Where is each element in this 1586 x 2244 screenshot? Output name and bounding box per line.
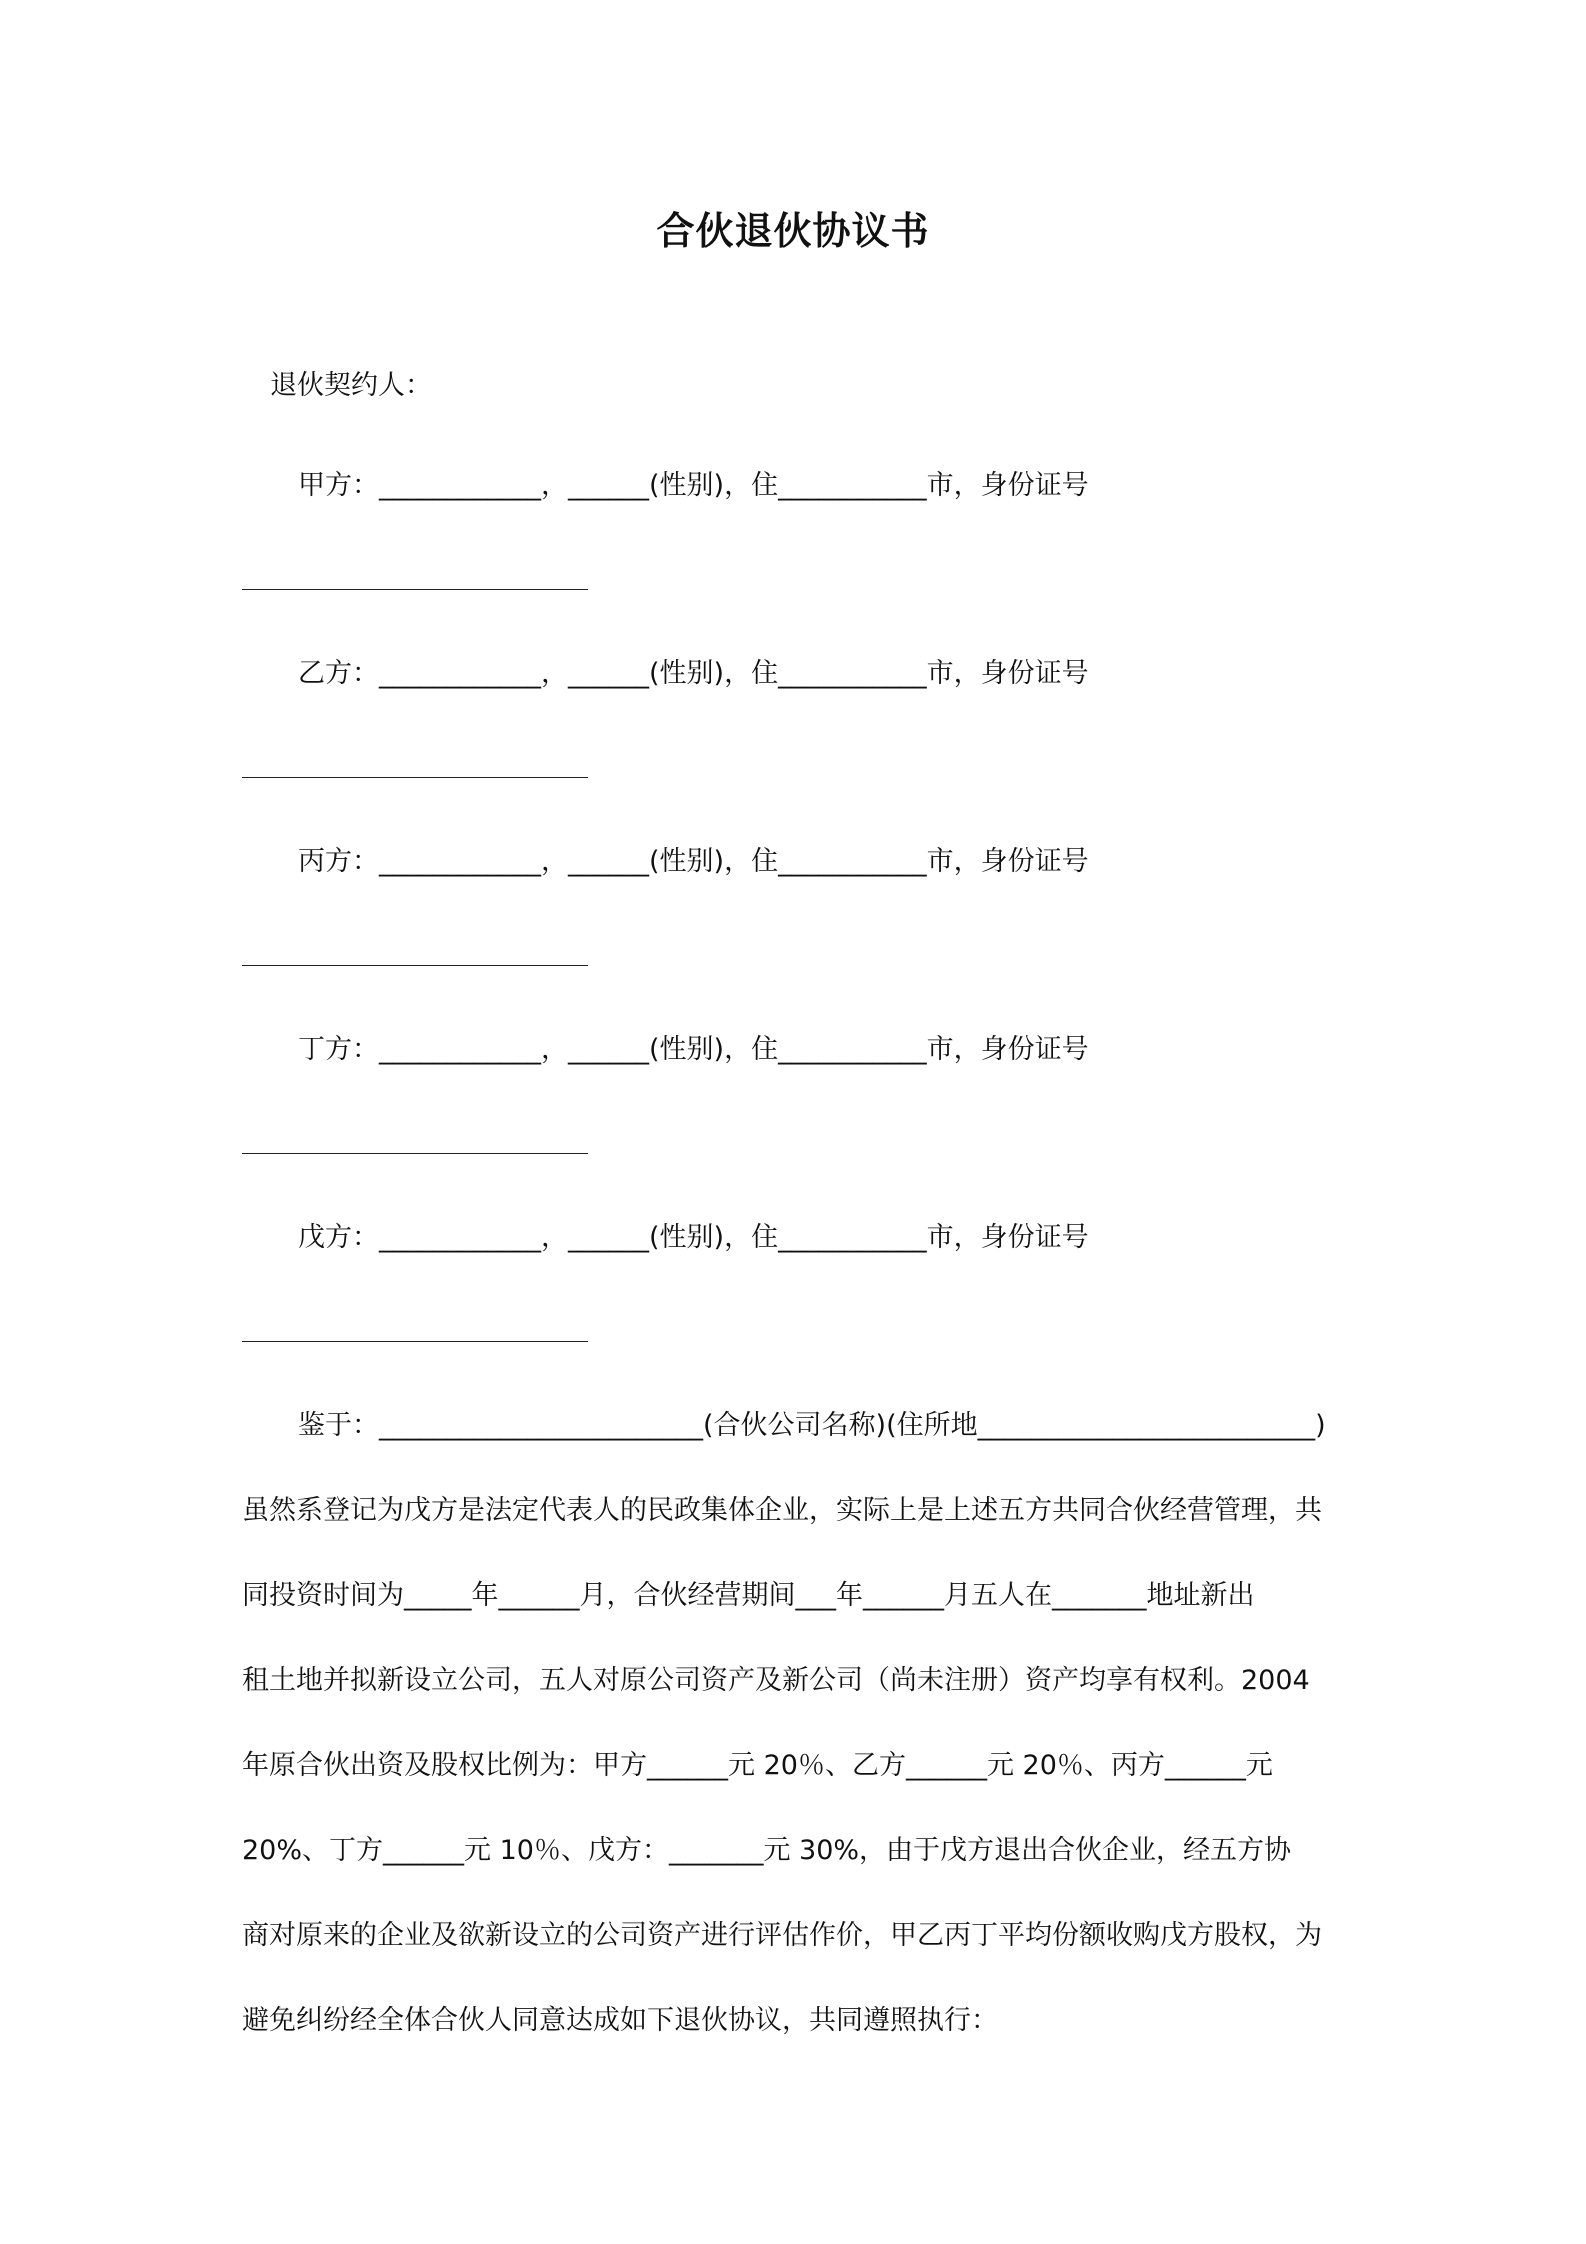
party-d-line: 丁方：____________，______(性别)，住___________市，身份证号 [298,1034,1089,1065]
party-a-line: 甲方：____________，______(性别)，住___________市，身份证号 [298,470,1089,501]
body-line-1: 虽然系登记为戊方是法定代表人的民政集体企业，实际上是上述五方共同合伙经营管理，共 [242,1495,1322,1526]
body-line-7: 避免纠纷经全体合伙人同意达成如下退伙协议，共同遵照执行： [242,2005,998,2036]
body-line-2: 同投资时间为_____年______月，合伙经营期间___年______月五人在_______地址新出 [242,1580,1255,1611]
intro-text: 退伙契约人： [270,370,432,401]
party-b-id-blank [242,777,588,778]
document-title: 合伙退伙协议书 [656,209,930,253]
party-e-id-blank [242,1341,588,1342]
party-c-id-blank [242,965,588,966]
party-c-line: 丙方：____________，______(性别)，住___________市，身份证号 [298,846,1089,877]
body-line-5: 20%、丁方______元 10％、戊方：_______元 30%，由于戊方退出合伙企业，经五方协 [242,1835,1292,1866]
party-b-line: 乙方：____________，______(性别)，住___________市，身份证号 [298,658,1089,689]
party-a-id-blank [242,589,588,590]
body-line-6: 商对原来的企业及欲新设立的公司资产进行评估作价，甲乙丙丁平均份额收购戊方股权，为 [242,1920,1322,1951]
party-e-line: 戊方：____________，______(性别)，住___________市，身份证号 [298,1222,1089,1253]
whereas-line: 鉴于：________________________(合伙公司名称)(住所地_________________________) [298,1410,1326,1441]
body-line-4: 年原合伙出资及股权比例为：甲方______元 20％、乙方______元 20％、丙方______元 [242,1750,1273,1781]
body-line-3: 租土地并拟新设立公司，五人对原公司资产及新公司（尚未注册）资产均享有权利。2004 [242,1665,1310,1696]
party-d-id-blank [242,1153,588,1154]
